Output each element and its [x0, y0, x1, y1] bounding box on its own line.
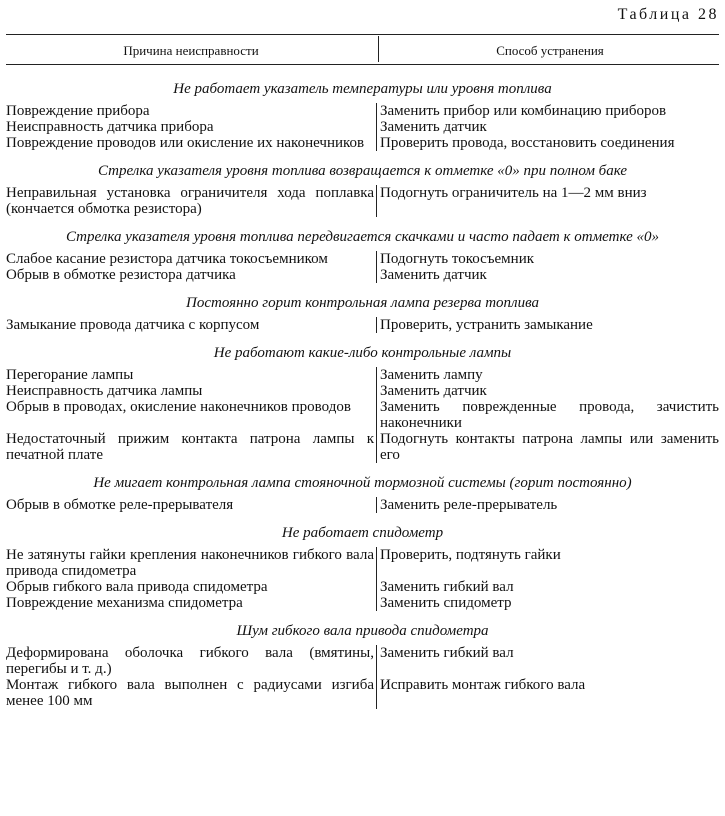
fix-cell: Заменить реле-прерыватель	[376, 497, 719, 513]
cause-cell: Неправильная установка ограничителя хода поплавка (кончается обмотка резистора)	[6, 185, 374, 217]
section-title: Постоянно горит контрольная лампа резерва топлива	[186, 295, 539, 311]
section-title: Не мигает контрольная лампа стояночной тормозной системы (горит постоянно)	[93, 475, 632, 491]
header-divider	[378, 36, 379, 62]
table-header	[6, 40, 719, 62]
section-title: Не работает спидометр	[281, 525, 444, 541]
cause-cell: Недостаточный прижим контакта патрона лампы к печатной плате	[6, 431, 374, 463]
cause-cell: Неисправность датчика прибора	[6, 119, 214, 135]
table-row	[6, 251, 719, 267]
table-row	[6, 547, 719, 579]
table-row	[6, 677, 719, 709]
fault-section	[6, 217, 719, 283]
fix-cell: Заменить датчик	[376, 119, 719, 135]
cause-cell: Не затянуты гайки крепления наконечников гибкого вала привода спидометра	[6, 547, 374, 579]
table-row	[6, 595, 719, 611]
table-number: Таблица 28	[617, 6, 719, 23]
fix-cell: Проверить, устранить замыкание	[376, 317, 719, 333]
fix-cell: Заменить лампу	[376, 367, 719, 383]
header-rule	[6, 64, 719, 65]
cause-cell: Обрыв в обмотке резистора датчика	[6, 267, 236, 283]
table-row	[6, 185, 719, 217]
table-row	[6, 497, 719, 513]
section-title: Стрелка указателя уровня топлива возвращается к отметке «0» при полном баке	[97, 163, 628, 179]
fix-cell: Проверить, подтянуть гайки	[376, 547, 719, 579]
table-row	[6, 645, 719, 677]
fix-cell: Заменить датчик	[376, 267, 719, 283]
section-title: Шум гибкого вала привода спидометра	[236, 623, 489, 639]
fix-cell: Заменить прибор или комбинацию приборов	[376, 103, 719, 119]
table-row	[6, 367, 719, 383]
cause-cell: Неисправность датчика лампы	[6, 383, 203, 399]
cause-cell: Монтаж гибкого вала выполнен с радиусами изгиба менее 100 мм	[6, 677, 374, 709]
fix-cell: Заменить датчик	[376, 383, 719, 399]
fix-cell: Заменить гибкий вал	[376, 579, 719, 595]
fix-cell: Подогнуть контакты патрона лампы или заменить его	[376, 431, 719, 463]
cause-cell: Повреждение прибора	[6, 103, 150, 119]
fix-cell: Исправить монтаж гибкого вала	[376, 677, 719, 709]
top-rule	[6, 34, 719, 35]
fix-cell: Заменить поврежденные провода, зачистить наконечники	[376, 399, 719, 431]
cause-cell: Обрыв в проводах, окисление наконечников проводов	[6, 399, 351, 415]
table-row	[6, 103, 719, 119]
table-row	[6, 431, 719, 463]
table-row	[6, 579, 719, 595]
cause-cell: Обрыв в обмотке реле-прерывателя	[6, 497, 234, 513]
table-row	[6, 267, 719, 283]
cause-cell: Перегорание лампы	[6, 367, 134, 383]
table-row	[6, 317, 719, 333]
fault-section	[6, 151, 719, 217]
fault-section	[6, 283, 719, 333]
fix-cell: Заменить гибкий вал	[376, 645, 719, 677]
section-title: Не работает указатель температуры или уровня топлива	[173, 81, 552, 97]
cause-cell: Обрыв гибкого вала привода спидометра	[6, 579, 268, 595]
header-fix: Способ устранения	[496, 43, 604, 58]
fault-section	[6, 333, 719, 463]
fault-section	[6, 513, 719, 611]
fix-cell: Подогнуть токосъемник	[376, 251, 719, 267]
section-title: Не работают какие-либо контрольные лампы	[213, 345, 512, 361]
fault-section	[6, 611, 719, 709]
cause-cell: Замыкание провода датчика с корпусом	[6, 317, 260, 333]
section-title: Стрелка указателя уровня топлива передвигается скачками и часто падает к отметке «0»	[65, 229, 660, 245]
cause-cell: Слабое касание резистора датчика токосъемником	[6, 251, 328, 267]
header-cause: Причина неисправности	[123, 43, 259, 58]
table-body	[6, 66, 719, 709]
fix-cell: Проверить провода, восстановить соединения	[376, 135, 719, 151]
table-row	[6, 383, 719, 399]
cause-cell: Повреждение проводов или окисление их наконечников	[6, 135, 365, 151]
fix-cell: Заменить спидометр	[376, 595, 719, 611]
cause-cell: Повреждение механизма спидометра	[6, 595, 243, 611]
table-row	[6, 119, 719, 135]
cause-cell: Деформирована оболочка гибкого вала (вмятины, перегибы и т. д.)	[6, 645, 374, 677]
fault-section	[6, 66, 719, 151]
table-row	[6, 135, 719, 151]
fault-section	[6, 463, 719, 513]
table-row	[6, 399, 719, 431]
fix-cell: Подогнуть ограничитель на 1—2 мм вниз	[376, 185, 719, 217]
